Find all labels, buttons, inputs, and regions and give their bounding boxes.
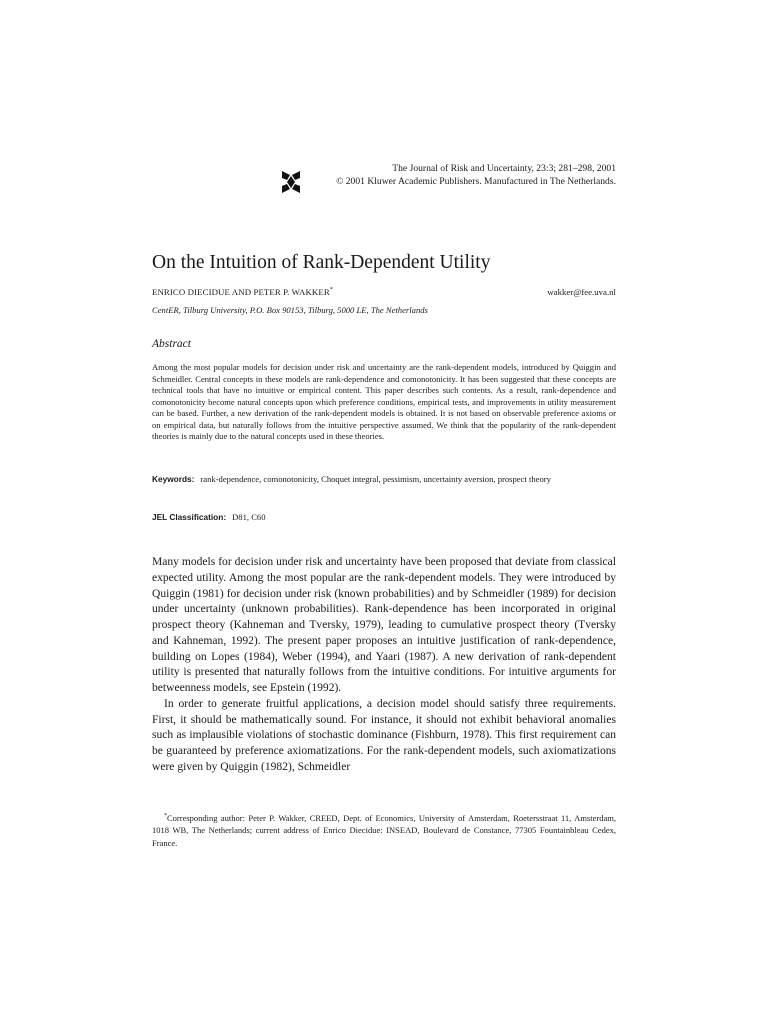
footnote-mark: * [164,813,167,819]
jel-text: D81, C60 [232,512,266,522]
body-paragraph-2: In order to generate fruitful applications, a decision model should satisfy three requirements. First, it should be mathematically sound. For instance, it should not exhibit behavioral anomalies such as implausible violations of stochastic dominance (Fishburn, 1978). This first requirement can be guaranteed by preference axiomatizations. For the rank-dependent models, such axiomatizations were given by Quiggin (1982), Schmeidler [152,697,616,773]
abstract-text: Among the most popular models for decision under risk and uncertainty are the rank-dependent models, introduced by Quiggin and Schmeidler. Central concepts in these models are rank-dependence and comonotonicity. It has been suggested that these concepts are technical tools that have no intuitive or empirical content. This paper describes such contents. As a result, rank-dependence and comonotonicity become natural concepts upon which preference conditions, empirical tests, and improvements in utility measurement can be based. Further, a new derivation of the rank-dependent models is obtained. It is not based on observable preference axioms or on empirical data, but naturally follows from the intuitive perspective assumed. We think that the popularity of the rank-dependent theories is mainly due to the natural concepts used in these theories. [152,362,616,442]
author-email: wakker@fee.uva.nl [547,287,616,297]
keywords-label: Keywords: [152,474,195,484]
journal-header [280,162,616,202]
journal-citation [336,162,616,188]
footnote [152,810,616,849]
journal-line-2: © 2001 Kluwer Academic Publishers. Manufactured in The Netherlands. [336,176,616,187]
body-paragraph-1: Many models for decision under risk and uncertainty have been proposed that deviate from classical expected utility. Among the most popular are the rank-dependent models. They were introduced by Quiggin (1981) for decision under risk (known probabilities) and by Schmeidler (1989) for decision under uncertainty (unknown probabilities). Rank-dependence has been incorporated in original prospect theory (Kahneman and Tversky, 1979), leading to cumulative prospect theory (Tversky and Kahneman, 1992). The present paper proposes an intuitive justification of rank-dependence, building on Lopes (1984), Weber (1994), and Yaari (1987). A new derivation of rank-dependent utility is presented that naturally follows from the intuitive conditions. For intuitive arguments for betweenness models, see Epstein (1992). [152,556,616,694]
journal-line-1: The Journal of Risk and Uncertainty, 23:3; 281–298, 2001 [392,163,616,174]
keywords [152,473,616,485]
author-affiliation: CentER, Tilburg University, P.O. Box 90153, Tilburg, 5000 LE, The Netherlands [152,305,428,315]
abstract-heading: Abstract [152,338,191,350]
jel-classification [152,512,266,522]
jel-label: JEL Classification: [152,512,227,522]
footnote-text: Corresponding author: Peter P. Wakker, CREED, Dept. of Economics, University of Amsterdam, Roetersstraat 11, Amsterdam, 1018 WB, The Netherlands; current address of Enrico Diecidue: INSEAD, Boulevard de Constance, 77305 Fountainbleau Cedex, France. [152,812,616,848]
publisher-logo-icon [280,170,302,194]
author-footnote-mark: * [329,287,333,294]
author-names-wrapper [152,287,333,297]
author-names: ENRICO DIECIDUE AND PETER P. WAKKER [152,287,330,297]
paper-title: On the Intuition of Rank-Dependent Utility [152,252,491,273]
keywords-text: rank-dependence, comonotonicity, Choquet integral, pessimism, uncertainty aversion, prospect theory [200,474,551,484]
body-text [152,555,616,776]
